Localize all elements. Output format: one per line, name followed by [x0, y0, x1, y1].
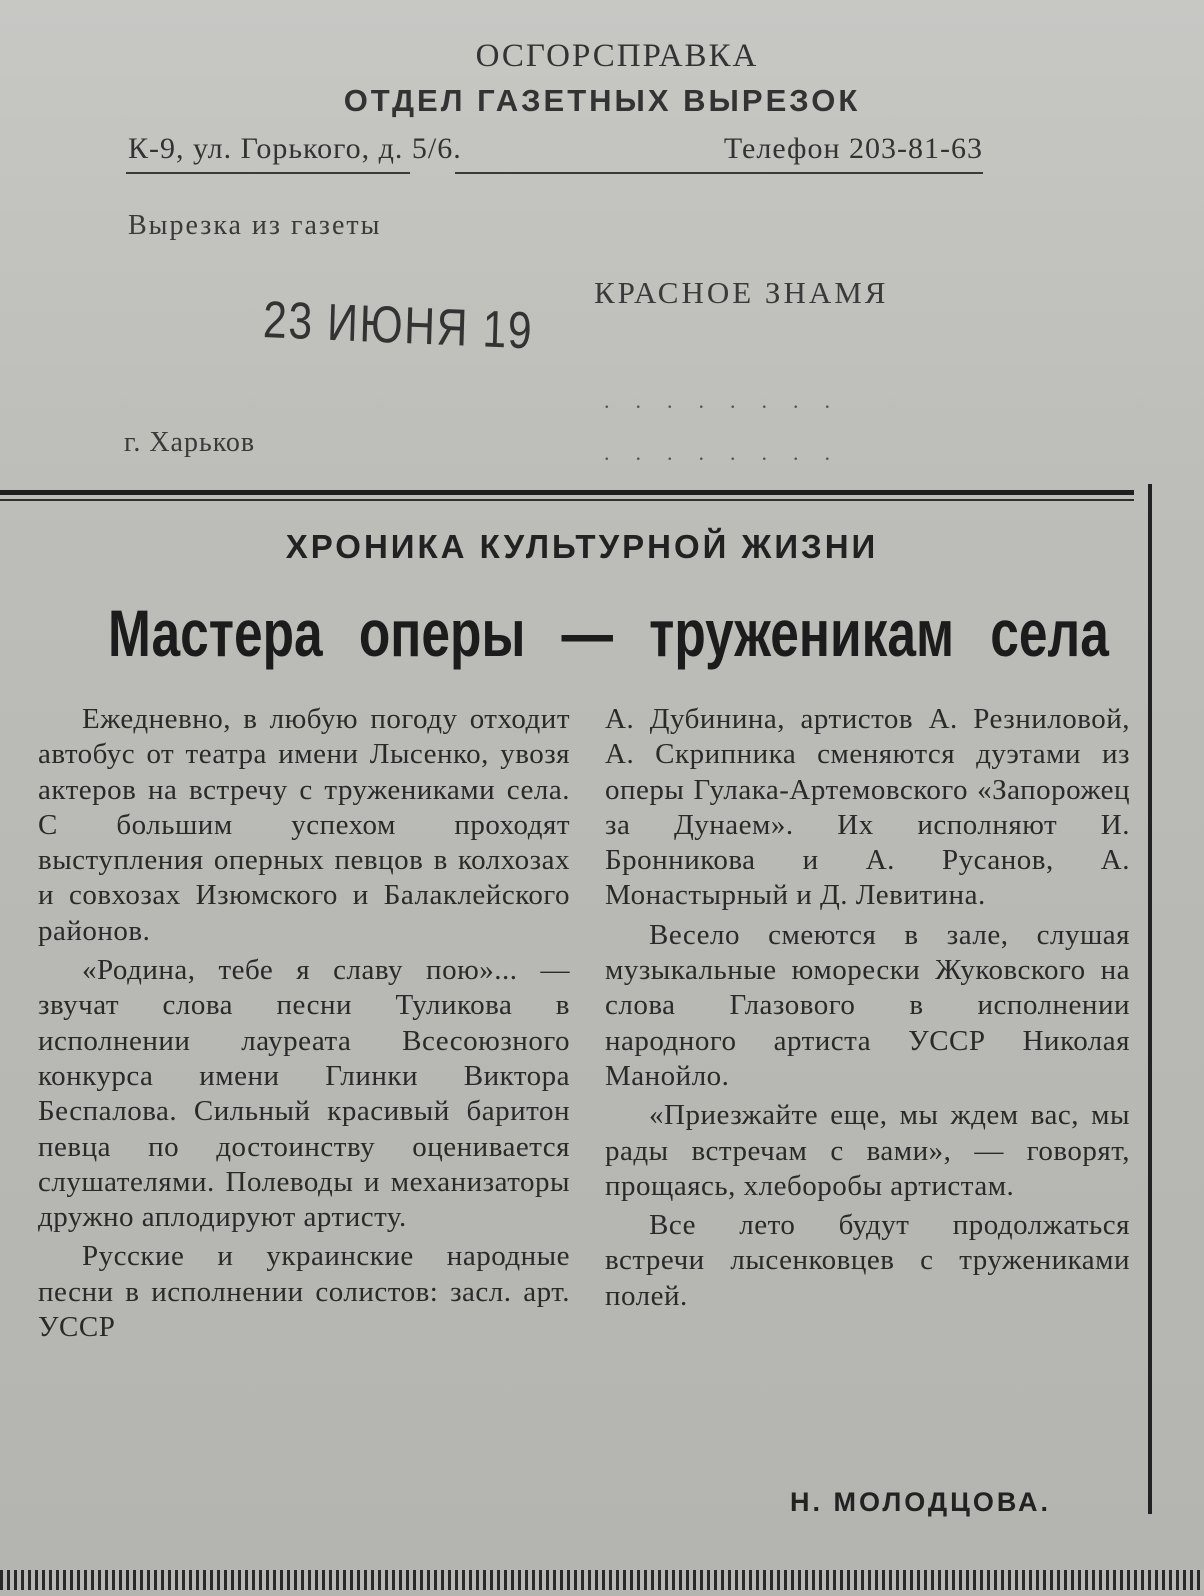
headline-text: Мастера оперы — труженикам села [108, 596, 1109, 670]
address-line [128, 132, 983, 174]
clip-from-label: Вырезка из газеты [128, 210, 382, 241]
address-underline [126, 172, 410, 174]
paragraph: А. Дубинина, артистов А. Резниловой, А. Скрипника сменяются дуэтами из оперы Гулака-Артемовского «Запорожец за Дунаем». Их исполняют И. Бронникова и А. Русанов, А. Монастырный и Д. Левитина. [605, 703, 1130, 912]
paragraph: Весело смеются в зале, слушая музыкальные юморески Жуковского на слова Глазового в исполнении народного артиста УССР Николая Манойло. [605, 918, 1130, 1092]
article-column-left [38, 702, 570, 1349]
dotted-fill-line: ........ [604, 388, 856, 413]
bureau-address: К-9, ул. Горького, д. 5/6. [128, 132, 462, 165]
department-title: ОТДЕЛ ГАЗЕТНЫХ ВЫРЕЗОК [343, 83, 861, 118]
paragraph: Ежедневно, в любую погоду отходит автобус от театра имени Лысенко, увозя актеров на встречу с тружениками села. С большим успехом проходят выступления оперных певцов в колхозах и совхозах Изюмского и Балаклейского районов. [38, 703, 570, 947]
article-headline [108, 595, 1109, 675]
clipping-top-rule [0, 499, 1134, 501]
address-underline [455, 172, 983, 174]
dotted-fill-line: ........ [604, 440, 856, 465]
section-title: ХРОНИКА КУЛЬТУРНОЙ ЖИЗНИ [285, 528, 879, 565]
clipping-bottom-edge [0, 1570, 1204, 1590]
clipping-top-rule [0, 490, 1134, 495]
bureau-name: ОСГОРСПРАВКА [475, 38, 759, 74]
clipping-right-rule [1148, 484, 1152, 1514]
article-column-right [605, 702, 1130, 1318]
date-stamp: 23 ИЮНЯ 19 [262, 290, 535, 361]
newspaper-name: КРАСНОЕ ЗНАМЯ [594, 275, 889, 310]
bureau-phone: Телефон 203-81-63 [723, 132, 983, 165]
article-author: Н. МОЛОДЦОВА. [790, 1487, 1052, 1517]
paragraph: «Приезжайте еще, мы ждем вас, мы рады встречам с вами», — говорят, прощаясь, хлеборобы артистам. [605, 1099, 1130, 1202]
city-label: г. Харьков [124, 427, 256, 458]
paragraph: Все лето будут продолжаться встречи лысенковцев с тружениками полей. [605, 1209, 1130, 1312]
paragraph: «Родина, тебе я славу пою»... — звучат слова песни Туликова в исполнении лауреата Всесоюзного конкурса имени Глинки Виктора Беспалова. Сильный красивый баритон певца по достоинству оценивается слушателями. Полеводы и механизаторы дружно аплодируют артисту. [38, 954, 570, 1234]
paragraph: Русские и украинские народные песни в исполнении солистов: засл. арт. УССР [38, 1240, 570, 1344]
